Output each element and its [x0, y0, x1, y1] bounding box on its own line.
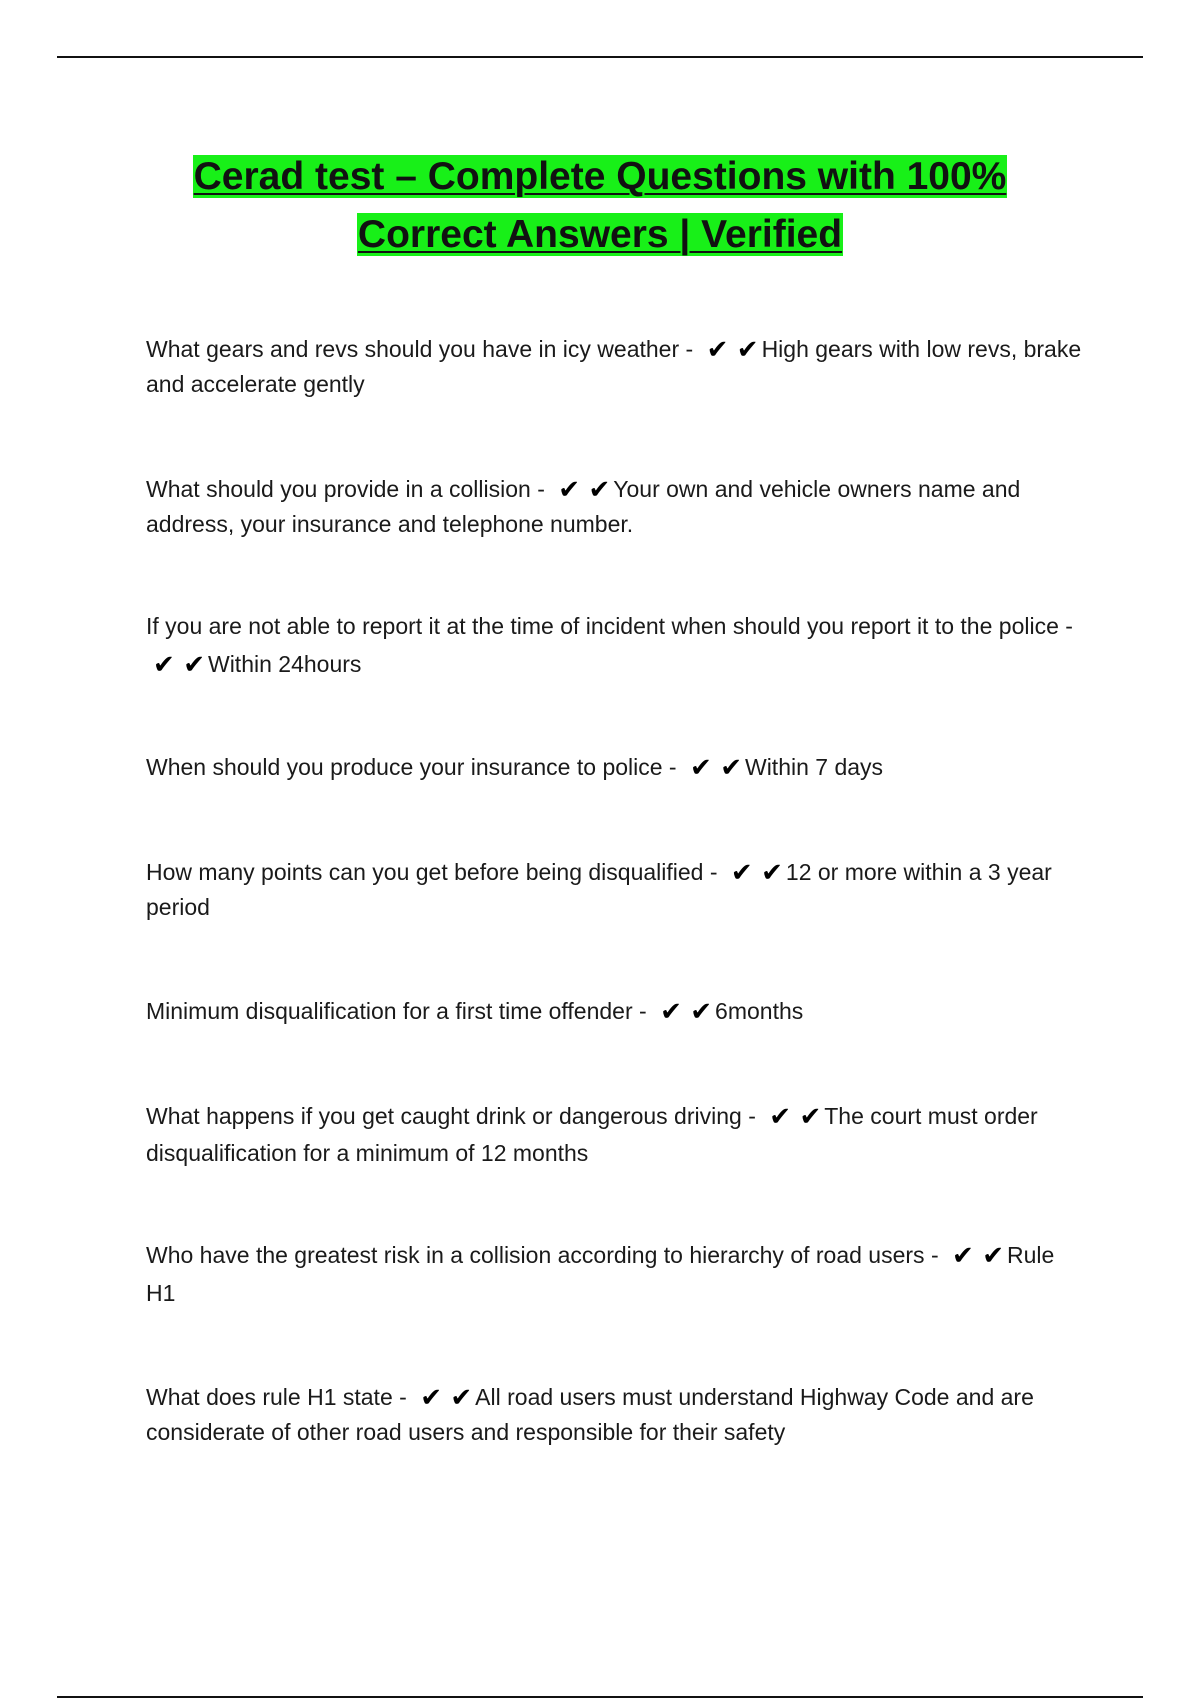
check-marks — [689, 754, 743, 780]
qa-item-8 — [146, 1236, 1086, 1312]
check-mark-icon: ✔ — [558, 474, 581, 504]
answer-text: Within 24hours — [207, 651, 362, 677]
question-text: If you are not able to report it at the time of incident when should you report it to the police — [146, 613, 1059, 639]
check-mark-icon: ✔ — [982, 1240, 1004, 1270]
check-mark-icon: ✔ — [761, 857, 783, 887]
separator: - — [632, 998, 654, 1024]
top-rule — [57, 56, 1143, 58]
check-marks — [730, 859, 784, 885]
check-mark-icon: ✔ — [660, 996, 682, 1026]
check-marks — [152, 651, 206, 677]
question-text: Who have the greatest risk in a collision according to hierarchy of road users — [146, 1242, 925, 1268]
qa-item-9 — [146, 1380, 1086, 1450]
check-mark-icon: ✔ — [720, 752, 742, 782]
check-marks — [951, 1242, 1005, 1268]
answer-text: Your own and vehicle owners name and address, your insurance and telephone number. — [146, 476, 1021, 537]
separator: - — [679, 336, 700, 362]
question-text: When should you produce your insurance to police — [146, 754, 663, 780]
answer-text: Within 7 days — [744, 754, 884, 780]
answer-text: The court must order disqualification for a minimum of 12 months — [146, 1103, 1038, 1166]
check-marks — [659, 998, 713, 1024]
question-text: What does rule H1 state — [146, 1384, 393, 1410]
check-mark-icon: ✔ — [183, 649, 205, 679]
check-marks — [419, 1384, 473, 1410]
check-mark-icon: ✔ — [690, 996, 713, 1026]
check-mark-icon: ✔ — [730, 857, 753, 887]
question-text: Minimum disqualification for a first time offender — [146, 998, 633, 1024]
qa-item-4 — [146, 750, 1086, 785]
question-text: What should you provide in a collision — [146, 476, 531, 502]
title-line-2: Correct Answers | Verified — [357, 213, 843, 256]
separator: - — [392, 1384, 414, 1410]
title-line-1: Cerad test – Complete Questions with 100% — [193, 155, 1007, 198]
question-text: What gears and revs should you have in icy weather — [146, 336, 680, 362]
qa-item-7 — [146, 1098, 1086, 1172]
separator: - — [741, 1103, 763, 1129]
separator: - — [662, 754, 683, 780]
separator: - — [530, 476, 552, 502]
question-text: How many points can you get before being disqualified — [146, 859, 704, 885]
answer-text: All road users must understand Highway Code and are considerate of other road users and responsible for their safety — [146, 1384, 1034, 1445]
check-mark-icon: ✔ — [450, 1382, 473, 1412]
separator: - — [924, 1242, 946, 1268]
bottom-rule — [57, 1696, 1143, 1698]
answer-text: High gears with low revs, brake and accelerate gently — [146, 336, 1082, 397]
qa-item-6 — [146, 994, 1086, 1029]
answer-text: Rule H1 — [146, 1242, 1055, 1306]
separator: - — [1058, 613, 1073, 639]
check-mark-icon: ✔ — [153, 649, 175, 679]
check-mark-icon: ✔ — [420, 1382, 442, 1412]
check-mark-icon: ✔ — [799, 1101, 822, 1131]
check-mark-icon: ✔ — [736, 334, 759, 364]
check-mark-icon: ✔ — [690, 752, 712, 782]
qa-item-3 — [146, 607, 1086, 683]
question-text: What happens if you get caught drink or dangerous driving — [146, 1103, 742, 1129]
check-mark-icon: ✔ — [588, 474, 611, 504]
answer-text: 6months — [715, 998, 804, 1024]
check-mark-icon: ✔ — [769, 1101, 792, 1131]
check-marks — [706, 336, 760, 362]
separator: - — [703, 859, 724, 885]
qa-item-2 — [146, 472, 1086, 542]
answer-text: 12 or more within a 3 year period — [146, 859, 1052, 920]
check-marks — [557, 476, 611, 502]
document-title — [0, 148, 1200, 264]
qa-item-5 — [146, 855, 1086, 925]
check-mark-icon: ✔ — [706, 334, 729, 364]
qa-item-1 — [146, 332, 1086, 402]
check-mark-icon: ✔ — [952, 1240, 974, 1270]
check-marks — [768, 1103, 822, 1129]
